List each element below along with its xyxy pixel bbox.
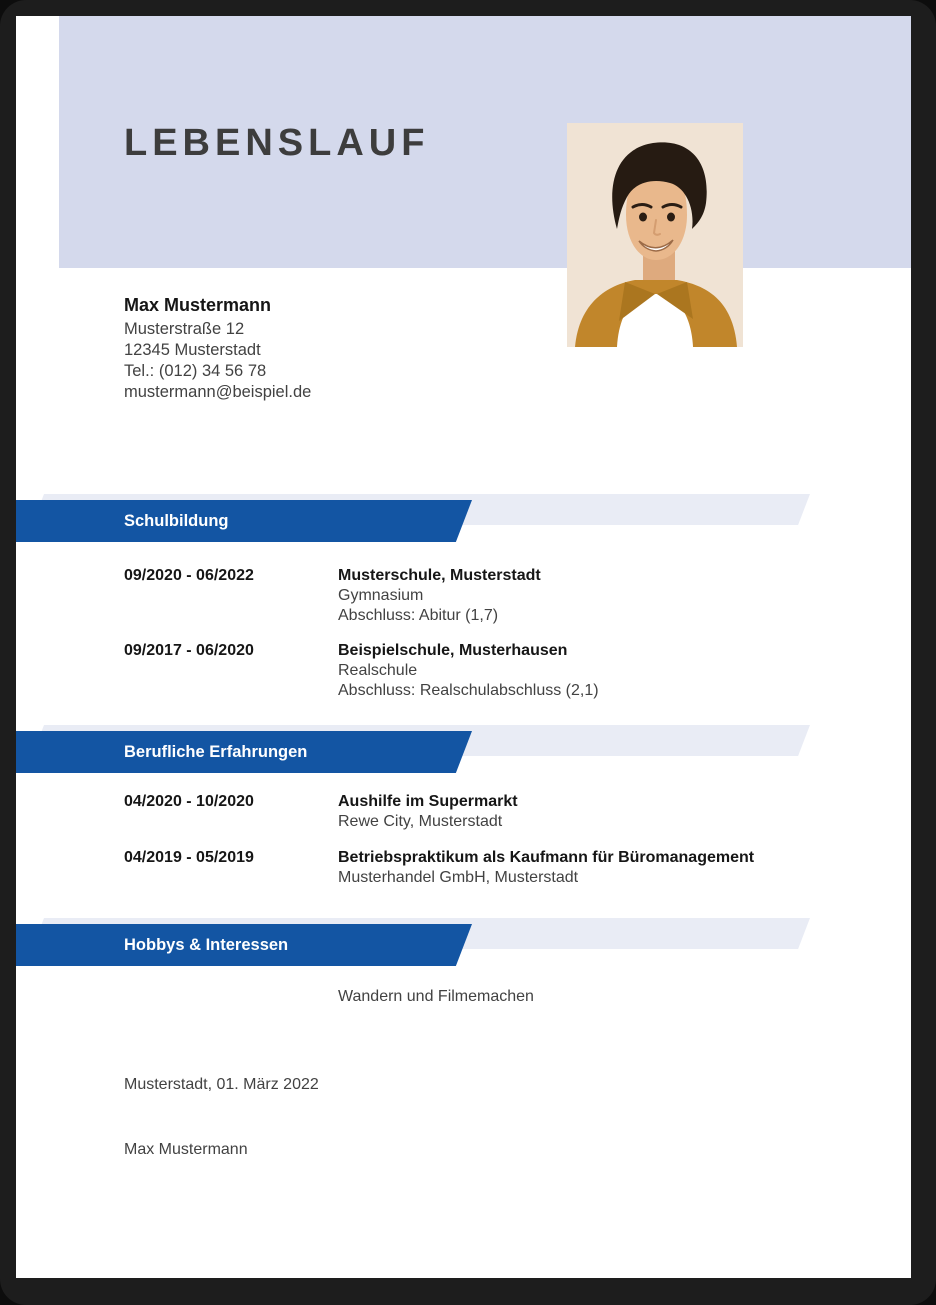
contact-block [124,293,311,403]
entry-detail: Realschule [338,662,418,679]
entry-period: 09/2017 - 06/2020 [124,642,254,659]
entry-period: 09/2020 - 06/2022 [124,567,254,584]
contact-city: 12345 Musterstadt [124,341,261,359]
entry-detail: Rewe City, Musterstadt [338,813,503,830]
education-entry [124,641,861,701]
banner-blue-stripe [16,500,472,542]
section-title-schulbildung: Schulbildung [124,512,229,530]
entry-title: Beispielschule, Musterhausen [338,642,568,659]
page-title: LEBENSLAUF [124,122,430,164]
section-title-hobbys-interessen: Hobbys & Interessen [124,936,289,954]
hobby-text: Wandern und Filmemachen [338,988,534,1005]
entry-detail: Abschluss: Abitur (1,7) [338,607,499,624]
applicant-photo [567,123,743,347]
entry-title: Aushilfe im Supermarkt [338,793,518,810]
entry-title: Betriebspraktikum als Kaufmann für Büromanagement [338,849,755,866]
education-entry [124,566,861,626]
section-banner-schulbildung [16,494,911,543]
cv-page [16,16,911,1278]
section-banner-berufliche-erfahrungen [16,725,911,774]
entry-period: 04/2020 - 10/2020 [124,793,254,810]
contact-name: Max Mustermann [124,295,272,315]
entry-period: 04/2019 - 05/2019 [124,849,254,866]
entry-detail: Musterhandel GmbH, Musterstadt [338,869,579,886]
entry-detail: Gymnasium [338,587,424,604]
contact-phone: Tel.: (012) 34 56 78 [124,362,267,380]
place-and-date: Musterstadt, 01. März 2022 [124,1076,319,1093]
contact-email: mustermann@beispiel.de [124,383,312,401]
section-title-berufliche-erfahrungen: Berufliche Erfahrungen [124,743,308,761]
work-entry [124,848,861,888]
contact-street: Musterstraße 12 [124,320,245,338]
signature-name: Max Mustermann [124,1141,248,1158]
entry-detail: Abschluss: Realschulabschluss (2,1) [338,682,599,699]
section-banner-hobbys-interessen [16,918,911,967]
portrait-illustration [567,123,743,347]
work-entry [124,792,861,832]
entry-title: Musterschule, Musterstadt [338,567,541,584]
